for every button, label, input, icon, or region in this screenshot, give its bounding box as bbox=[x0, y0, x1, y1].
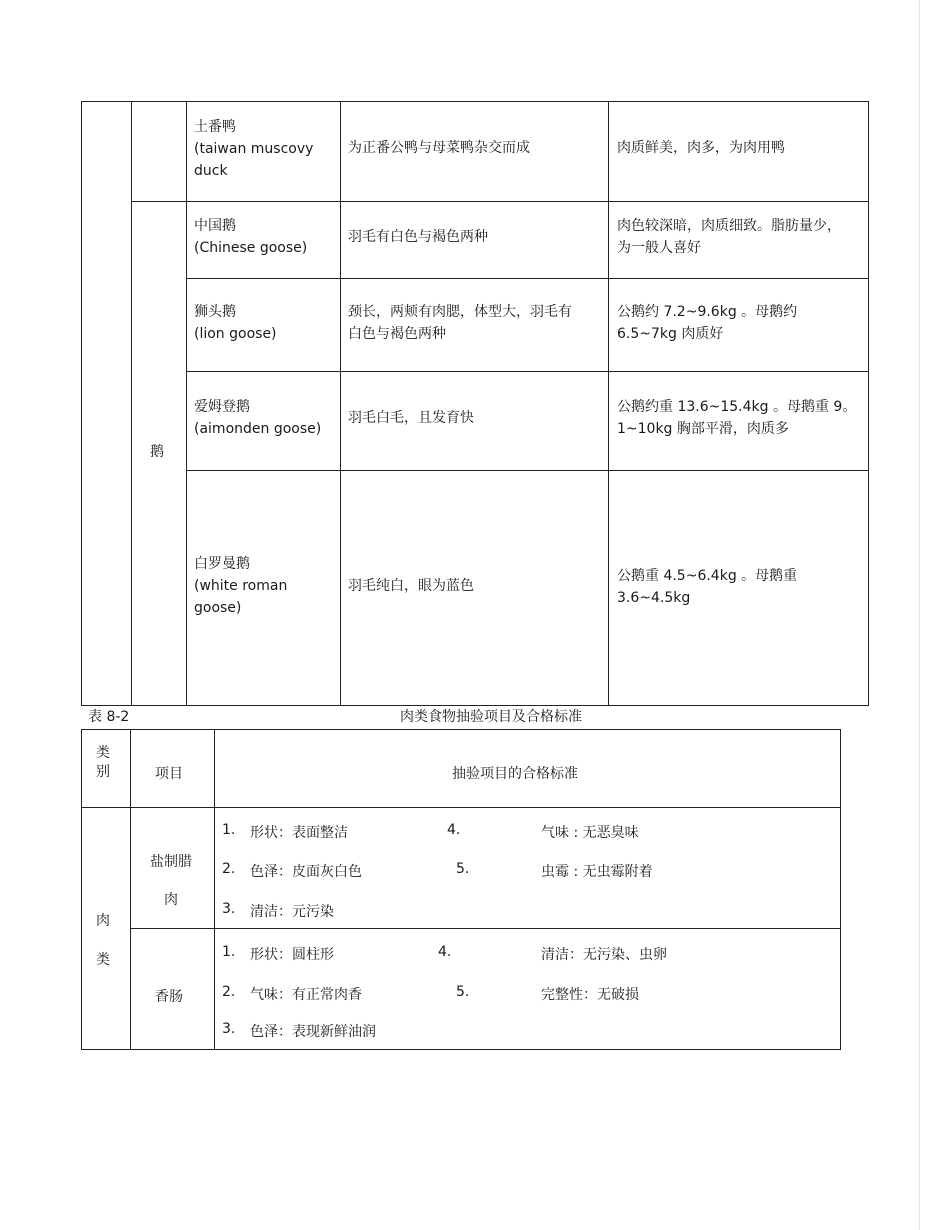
header-item: 项目 bbox=[155, 766, 183, 782]
breed-name-en: (lion goose) bbox=[194, 326, 277, 342]
item-name: 香肠 bbox=[155, 989, 183, 1005]
breed-name-zh: 爱姆登鹅 bbox=[194, 399, 250, 415]
table-title: 肉类食物抽验项目及合格标准 bbox=[400, 709, 582, 725]
criterion-text: 清洁：无污染、虫卵 bbox=[541, 947, 667, 963]
criterion-number: 3. bbox=[222, 1021, 236, 1037]
grid-line bbox=[186, 278, 868, 279]
criterion-text: 形状：表面整洁 bbox=[250, 825, 348, 841]
breed-name bbox=[194, 116, 334, 182]
criterion-number: 3. bbox=[222, 901, 236, 917]
breed-quality: 公鹅约 7.2~9.6kg 。母鹅约 6.5~7kg 肉质好 bbox=[617, 304, 798, 342]
breed-name bbox=[194, 396, 334, 440]
breed-feature: 颈长，两颊有肉腮，体型大，羽毛有白色与褐色两种 bbox=[348, 304, 572, 342]
grid-line bbox=[186, 371, 868, 372]
grid-line bbox=[130, 730, 131, 1049]
criterion-number: 4. bbox=[447, 822, 461, 838]
inspection-table bbox=[81, 729, 841, 1050]
header-category: 类别 bbox=[96, 745, 110, 780]
criterion-number: 2. bbox=[222, 984, 236, 1000]
goose-category: 鹅 bbox=[150, 444, 164, 460]
breed-feature: 为正番公鸭与母菜鸭杂交而成 bbox=[348, 140, 530, 156]
breed-name bbox=[194, 215, 334, 259]
breed-quality: 肉色较深暗，肉质细致。脂肪量少，为一般人喜好 bbox=[617, 218, 841, 256]
meat-category: 肉类 bbox=[96, 913, 110, 968]
criterion-number: 4. bbox=[438, 944, 452, 960]
criterion-text: 虫霉 : 无虫霉附着 bbox=[541, 864, 653, 880]
breed-name-en: (Chinese goose) bbox=[194, 240, 308, 256]
breed-name-zh: 土番鸭 bbox=[194, 119, 236, 135]
criterion-text: 完整性：无破损 bbox=[541, 987, 639, 1003]
criterion-text: 色泽：皮面灰白色 bbox=[250, 864, 362, 880]
criterion-text: 气味：有正常肉香 bbox=[250, 987, 362, 1003]
grid-line bbox=[186, 470, 868, 471]
breed-name bbox=[194, 301, 334, 345]
breed-feature: 羽毛纯白，眼为蓝色 bbox=[348, 578, 474, 594]
breed-name-en: (taiwan muscovy duck bbox=[194, 141, 314, 179]
breed-name-zh: 中国鹅 bbox=[194, 218, 236, 234]
criterion-text: 形状：圆柱形 bbox=[250, 947, 334, 963]
breed-feature: 羽毛有白色与褐色两种 bbox=[348, 229, 488, 245]
criterion-number: 5. bbox=[456, 861, 470, 877]
breed-name-en: (white roman goose) bbox=[194, 578, 288, 616]
criterion-text: 气味 : 无恶臭味 bbox=[541, 825, 639, 841]
grid-line bbox=[130, 928, 840, 929]
page-edge-line bbox=[919, 0, 920, 1230]
criterion-number: 1. bbox=[222, 944, 236, 960]
item-name: 盐制腊肉 bbox=[150, 854, 192, 908]
grid-line bbox=[340, 102, 341, 705]
breed-feature: 羽毛白毛，且发育快 bbox=[348, 410, 474, 426]
criterion-number: 5. bbox=[456, 984, 470, 1000]
breed-name-zh: 狮头鹅 bbox=[194, 304, 236, 320]
grid-line bbox=[214, 730, 215, 1049]
grid-line bbox=[82, 807, 840, 808]
breed-name-zh: 白罗曼鹅 bbox=[194, 556, 250, 572]
criterion-number: 2. bbox=[222, 861, 236, 877]
breed-quality: 公鹅重 4.5~6.4kg 。母鹅重 3.6~4.5kg bbox=[617, 568, 798, 606]
criterion-number: 1. bbox=[222, 822, 236, 838]
grid-line bbox=[131, 102, 132, 705]
criterion-text: 色泽：表现新鲜油润 bbox=[250, 1024, 376, 1040]
breed-name bbox=[194, 553, 304, 619]
breed-name-en: (aimonden goose) bbox=[194, 421, 322, 437]
grid-line bbox=[131, 201, 868, 202]
table-label: 表 8-2 bbox=[88, 709, 130, 725]
breed-quality: 肉质鲜美，肉多，为肉用鸭 bbox=[617, 140, 785, 156]
criterion-text: 清洁：元污染 bbox=[250, 904, 334, 920]
grid-line bbox=[186, 102, 187, 705]
header-standard: 抽验项目的合格标准 bbox=[452, 766, 578, 782]
breed-table bbox=[81, 101, 869, 706]
breed-quality: 公鹅约重 13.6~15.4kg 。母鹅重 9。1~10kg 胸部平滑，肉质多 bbox=[617, 399, 857, 437]
grid-line bbox=[608, 102, 609, 705]
